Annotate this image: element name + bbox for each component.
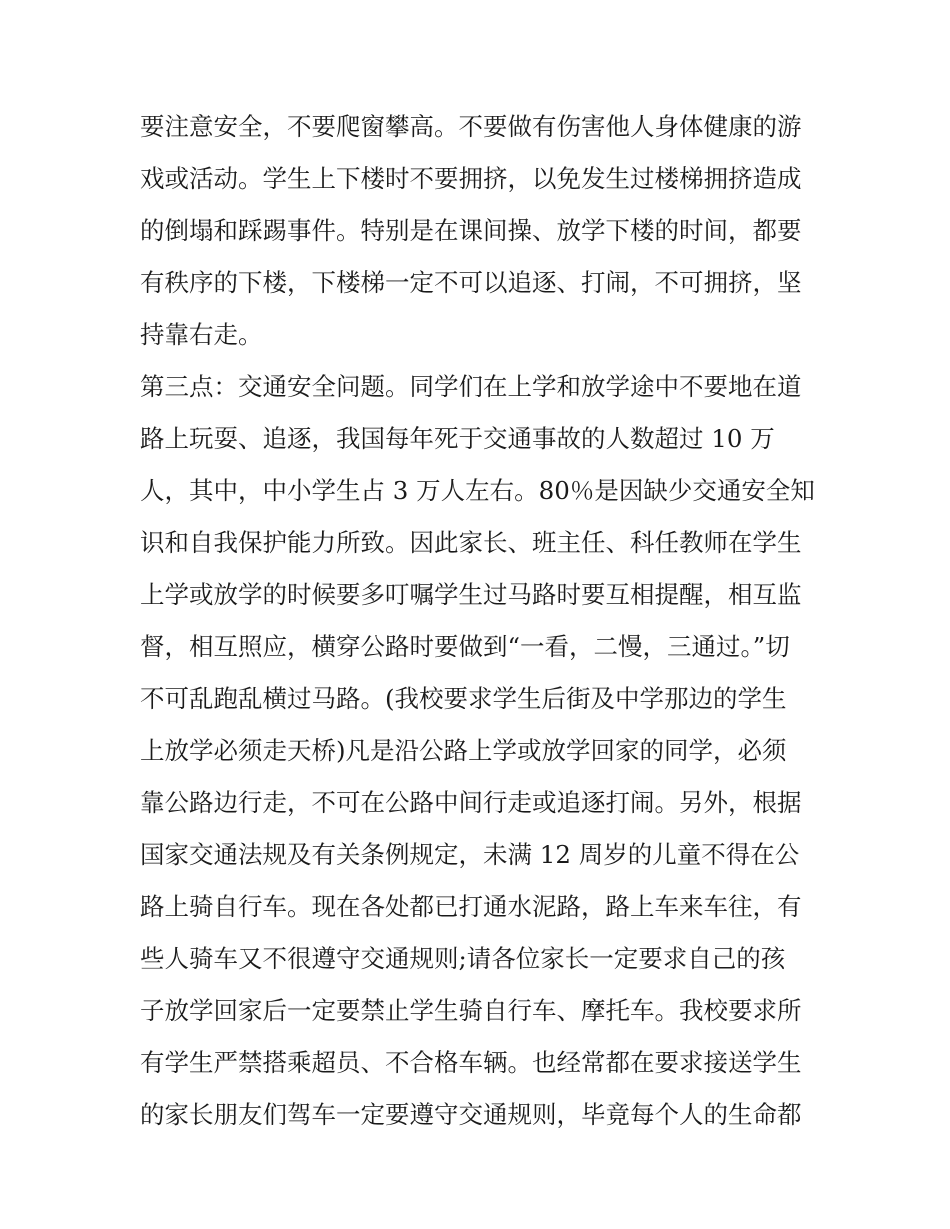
text-line: 督，相互照应，横穿公路时要做到“一看，二慢，三通过。”切 — [140, 632, 790, 661]
text-line: 戏或活动。学生上下楼时不要拥挤，以免发生过楼梯拥挤造成 — [140, 164, 802, 193]
text-line: 上放学必须走天桥)凡是沿公路上学或放学回家的同学，必须 — [140, 736, 787, 765]
text-line: 子放学回家后一定要禁止学生骑自行车、摩托车。我校要求所 — [140, 996, 802, 1025]
document-body — [140, 101, 830, 1141]
section-heading-line: 第三点：交通安全问题。同学们在上学和放学途中不要地在道 — [140, 372, 802, 401]
text-line: 有学生严禁搭乘超员、不合格车辆。也经常都在要求接送学生 — [140, 1048, 802, 1077]
text-line: 的倒塌和踩踢事件。特别是在课间操、放学下楼的时间，都要 — [140, 216, 802, 245]
text-line: 靠公路边行走，不可在公路中间行走或追逐打闹。另外，根据 — [140, 788, 802, 817]
text-line: 识和自我保护能力所致。因此家长、班主任、科任教师在学生 — [140, 528, 802, 557]
text-line: 要注意安全，不要爬窗攀高。不要做有伤害他人身体健康的游 — [140, 112, 802, 141]
text-line: 路上骑自行车。现在各处都已打通水泥路，路上车来车往，有 — [140, 892, 802, 921]
text-line: 些人骑车又不很遵守交通规则;请各位家长一定要求自己的孩 — [140, 944, 786, 973]
text-line: 持靠右走。 — [140, 320, 263, 349]
text-line: 路上玩耍、追逐，我国每年死于交通事故的人数超过 10 万 — [140, 424, 775, 453]
text-line: 上学或放学的时候要多叮嘱学生过马路时要互相提醒，相互监 — [140, 580, 802, 609]
text-line: 有秩序的下楼，下楼梯一定不可以追逐、打闹，不可拥挤，坚 — [140, 268, 802, 297]
text-line: 国家交通法规及有关条例规定，未满 12 周岁的儿童不得在公 — [140, 840, 800, 869]
text-line: 的家长朋友们驾车一定要遵守交通规则，毕竟每个人的生命都 — [140, 1100, 802, 1129]
text-line: 不可乱跑乱横过马路。(我校要求学生后街及中学那边的学生 — [140, 684, 787, 713]
text-line: 人，其中，中小学生占 3 万人左右。80％是因缺少交通安全知 — [140, 476, 815, 505]
